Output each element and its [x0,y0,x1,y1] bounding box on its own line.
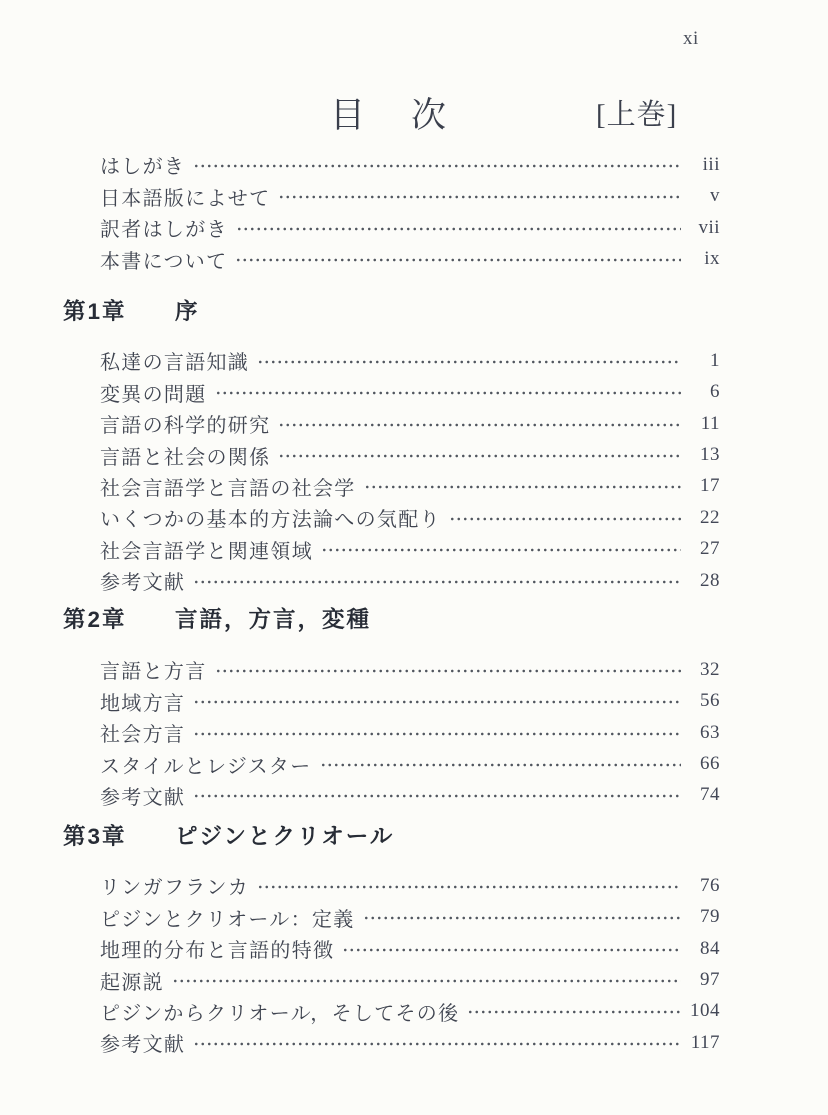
toc-entry [100,212,720,243]
toc-entry-label: 参考文献 [100,1034,186,1057]
volume-label: [上巻] [596,99,678,131]
toc-entry-page: 76 [700,874,720,896]
toc-entry-label: 変異の問題 [100,383,207,406]
dot-leader [193,576,681,588]
toc-entry [100,748,720,779]
chapter-number: 第3章 [63,824,127,849]
dot-leader [320,759,682,771]
toc-entry-page: 17 [700,475,720,497]
dot-leader [467,1006,681,1018]
toc-entry-page: 22 [700,506,720,528]
toc-entry-label: 起源説 [100,971,164,994]
dot-leader [193,1038,681,1050]
dot-leader [215,387,682,399]
toc-entry [100,1027,720,1058]
chapter-number: 第2章 [63,607,127,632]
toc-entry-label: ピジンからクリオール，そしてその後 [100,1002,460,1025]
toc-entry-page: 79 [700,906,720,928]
toc-entry [100,870,720,901]
toc-entry-label: ピジンとクリオール：定義 [100,908,355,931]
front-matter-section [100,149,720,275]
toc-entry [100,345,720,376]
toc-entry [100,933,720,964]
dot-leader [278,419,681,431]
toc-entry [100,408,720,439]
toc-entry [100,996,720,1027]
toc-entry [100,654,720,685]
toc-entry-page: 32 [700,658,720,680]
toc-entry [100,565,720,596]
toc-entry-label: 日本語版によせて [100,187,271,210]
toc-entry [100,717,720,748]
toc-entry-page: iii [702,153,720,175]
toc-entry-label: 社会方言 [100,724,186,747]
dot-leader [449,513,681,525]
toc-entry-page: 104 [690,1000,720,1022]
dot-leader [363,912,682,924]
dot-leader [236,223,681,235]
toc-entry-page: 56 [700,690,720,712]
page-title [330,88,446,138]
toc-entry-label: 参考文献 [100,572,186,595]
chapter-title: 序 [175,299,200,324]
toc-entry-page: 66 [700,753,720,775]
toc-entry-label: はしがき [100,156,186,179]
toc-entry-page: v [710,185,720,207]
dot-leader [193,790,681,802]
chapter-number: 第1章 [63,299,127,324]
page-number-folio: xi [683,28,699,49]
chapter-3-heading [63,822,394,852]
toc-entry-label: 言語と社会の関係 [100,446,271,469]
toc-entry-label: 私達の言語知識 [100,352,250,375]
toc-entry-page: 117 [690,1031,720,1053]
page-title-char-right: 次 [411,96,447,135]
dot-leader [257,881,681,893]
page-title-char-left: 目 [330,96,366,135]
toc-entry-page: 84 [700,937,720,959]
dot-leader [278,450,681,462]
toc-entry-page: 74 [700,784,720,806]
toc-entry-page: 6 [710,381,720,403]
toc-entry-page: 27 [700,538,720,560]
toc-entry-page: 97 [700,969,720,991]
dot-leader [193,696,681,708]
toc-entry-page: 63 [700,721,720,743]
toc-entry-label: 地理的分布と言語的特徴 [100,940,335,963]
toc-entry-page: vii [698,216,720,238]
toc-entry [100,685,720,716]
toc-entry-label: いくつかの基本的方法論への気配り [100,509,441,532]
chapter-1-entries [100,345,720,597]
toc-entry-label: 社会言語学と言語の社会学 [100,477,356,500]
dot-leader [193,728,681,740]
toc-entry [100,502,720,533]
toc-entry-label: 地域方言 [100,692,186,715]
toc-entry-label: 言語の科学的研究 [100,415,271,438]
chapter-title: ピジンとクリオール [175,824,395,849]
chapter-2-heading [63,605,371,635]
toc-entry-page: 28 [700,569,720,591]
toc-entry [100,471,720,502]
toc-entry [100,243,720,274]
toc-entry [100,534,720,565]
chapter-title: 言語，方言，変種 [175,607,372,632]
toc-entry [100,180,720,211]
toc-entry-label: 言語と方言 [100,661,207,684]
toc-entry-label: 社会言語学と関連領域 [100,540,313,563]
toc-entry-page: 1 [710,349,720,371]
chapter-2-entries [100,654,720,811]
toc-entry-label: リンガフランカ [100,877,250,900]
toc-entry-page: 13 [700,444,720,466]
toc-entry-label: 参考文献 [100,786,186,809]
toc-entry [100,149,720,180]
chapter-3-entries [100,870,720,1059]
dot-leader [193,160,681,172]
dot-leader [172,975,681,987]
dot-leader [215,665,682,677]
dot-leader [257,356,681,368]
toc-entry-label: 本書について [100,250,228,273]
dot-leader [278,191,681,203]
toc-entry [100,964,720,995]
toc-entry [100,901,720,932]
toc-entry-page: ix [704,248,720,270]
toc-entry [100,439,720,470]
chapter-1-heading [63,297,200,327]
toc-entry-page: 11 [700,412,720,434]
dot-leader [235,254,681,266]
dot-leader [364,481,681,493]
toc-entry [100,780,720,811]
toc-entry-label: スタイルとレジスター [100,755,312,778]
dot-leader [321,544,681,556]
toc-entry [100,376,720,407]
toc-entry-label: 訳者はしがき [100,219,228,242]
dot-leader [342,944,681,956]
